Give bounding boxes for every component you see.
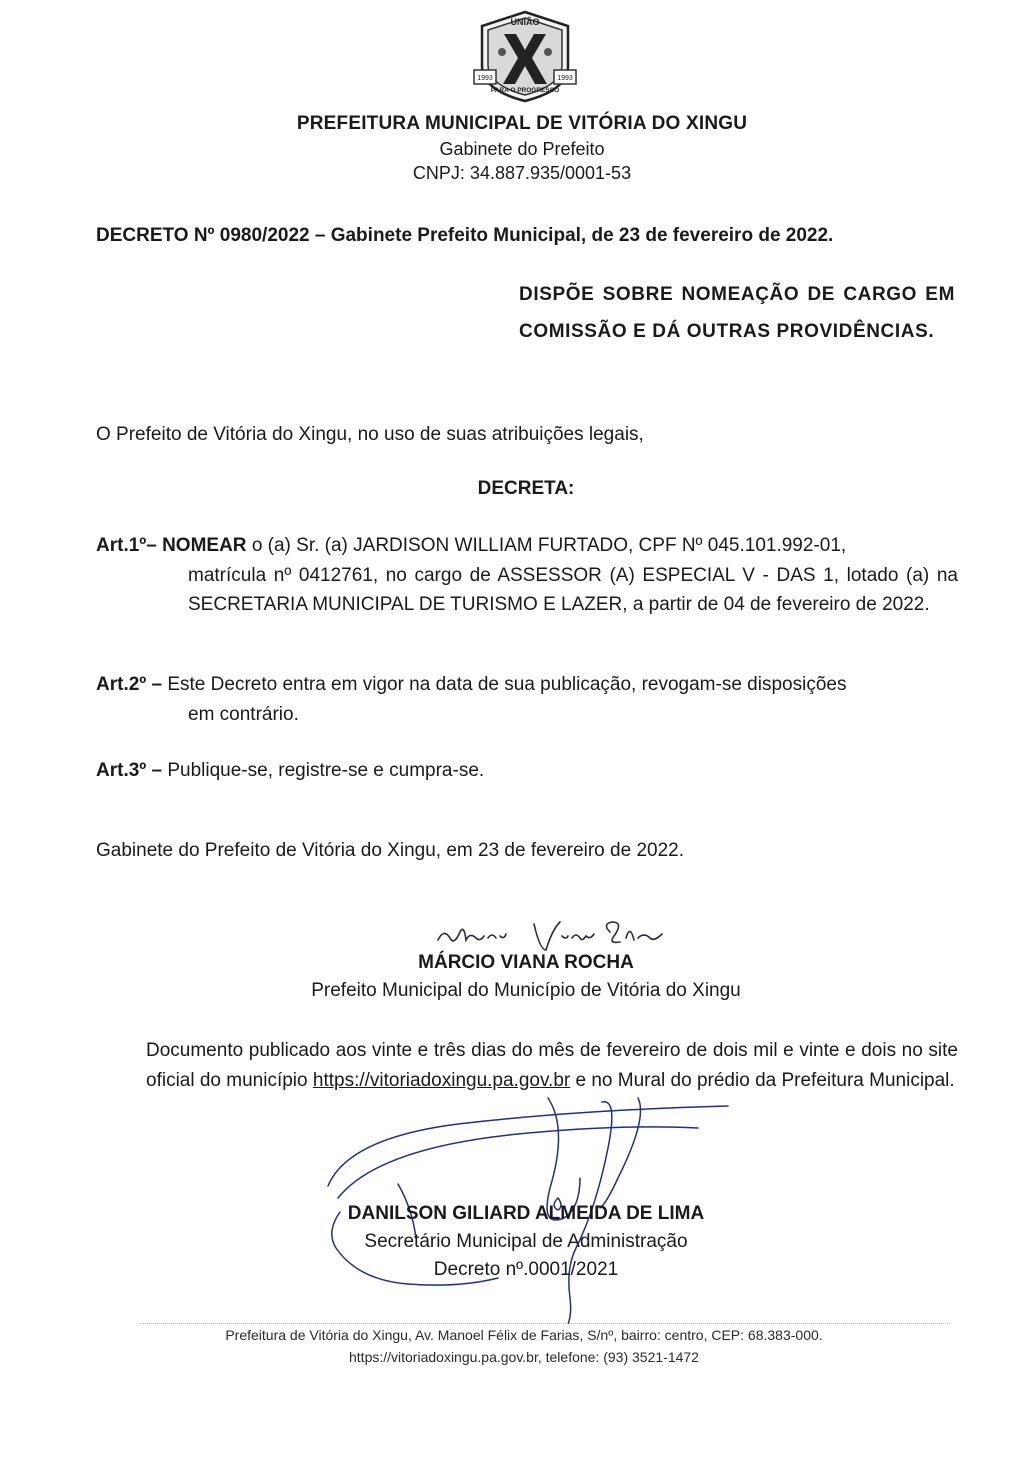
article-2-text: Este Decreto entra em vigor na data de sua publicação, revogam-se disposições — [167, 674, 847, 695]
article-1-label: Art.1º– — [96, 535, 157, 556]
publication-note — [146, 1036, 958, 1096]
svg-text:1993: 1993 — [477, 75, 493, 82]
article-1-continuation: matrícula nº 0412761, no cargo de ASSESSOR (A) ESPECIAL V - DAS 1, lotado (a) na SECRETARIA MUNICIPAL DE TURISMO E LAZER, a partir de 04 de fevereiro de 2022. — [188, 564, 958, 615]
article-1-keyword: NOMEAR — [162, 535, 247, 556]
footer-divider — [140, 1323, 950, 1324]
svg-text:1993: 1993 — [557, 75, 573, 82]
crest-motto-bottom: PARA O PROGRESSO — [490, 87, 560, 94]
article-2 — [96, 670, 958, 729]
article-3-text: Publique-se, registre-se e cumpra-se. — [167, 760, 485, 781]
publication-text-before: Documento publicado aos vinte e três dias do mês de fevereiro de dois mil e vinte e dois no site oficial do município — [146, 1040, 958, 1091]
article-1 — [96, 531, 958, 620]
signatory-2-name: DANILSON GILIARD ALMEIDA DE LIMA — [347, 1203, 705, 1224]
crest-motto-top: UNIÃO — [510, 17, 540, 27]
signatory-1-name: MÁRCIO VIANA ROCHA — [418, 952, 634, 973]
municipal-crest-logo — [470, 8, 580, 104]
header-cnpj: CNPJ: 34.887.935/0001-53 — [412, 163, 632, 183]
signatory-1-role: Prefeito Municipal do Município de Vitória do Xingu — [311, 980, 741, 1001]
header-title: PREFEITURA MUNICIPAL DE VITÓRIA DO XINGU — [296, 113, 748, 134]
article-2-continuation: em contrário. — [188, 703, 299, 725]
signatory-2-decree-ref: Decreto nº.0001/2021 — [433, 1259, 619, 1280]
decreta-heading: DECRETA: — [477, 478, 575, 499]
article-1-text: o (a) Sr. (a) JARDISON WILLIAM FURTADO, CPF Nº 045.101.992-01, — [251, 535, 847, 556]
article-2-label: Art.2º – — [96, 674, 163, 695]
signatory-2-role: Secretário Municipal de Administração — [364, 1231, 688, 1252]
publication-text-after: e no Mural do prédio da Prefeitura Municipal. — [570, 1070, 955, 1091]
article-3-label: Art.3º – — [96, 760, 163, 781]
footer-address: Prefeitura de Vitória do Xingu, Av. Manoel Félix de Farias, S/nº, bairro: centro, CEP: 68.383-000. — [225, 1327, 823, 1343]
crest-emblem-icon — [470, 8, 580, 104]
footer-contact: https://vitoriadoxingu.pa.gov.br, telefone: (93) 3521-1472 — [349, 1349, 699, 1365]
decree-ementa: DISPÕE SOBRE NOMEAÇÃO DE CARGO EM COMISSÃO E DÁ OUTRAS PROVIDÊNCIAS. — [519, 284, 955, 342]
decree-title: DECRETO Nº 0980/2022 – Gabinete Prefeito Municipal, de 23 de fevereiro de 2022. — [96, 225, 834, 246]
closing-line: Gabinete do Prefeito de Vitória do Xingu, em 23 de fevereiro de 2022. — [96, 840, 684, 861]
header-department: Gabinete do Prefeito — [439, 139, 605, 159]
decree-intro: O Prefeito de Vitória do Xingu, no uso de suas atribuições legais, — [96, 424, 644, 445]
official-site-link[interactable]: https://vitoriadoxingu.pa.gov.br — [312, 1070, 571, 1091]
article-3 — [96, 756, 958, 786]
